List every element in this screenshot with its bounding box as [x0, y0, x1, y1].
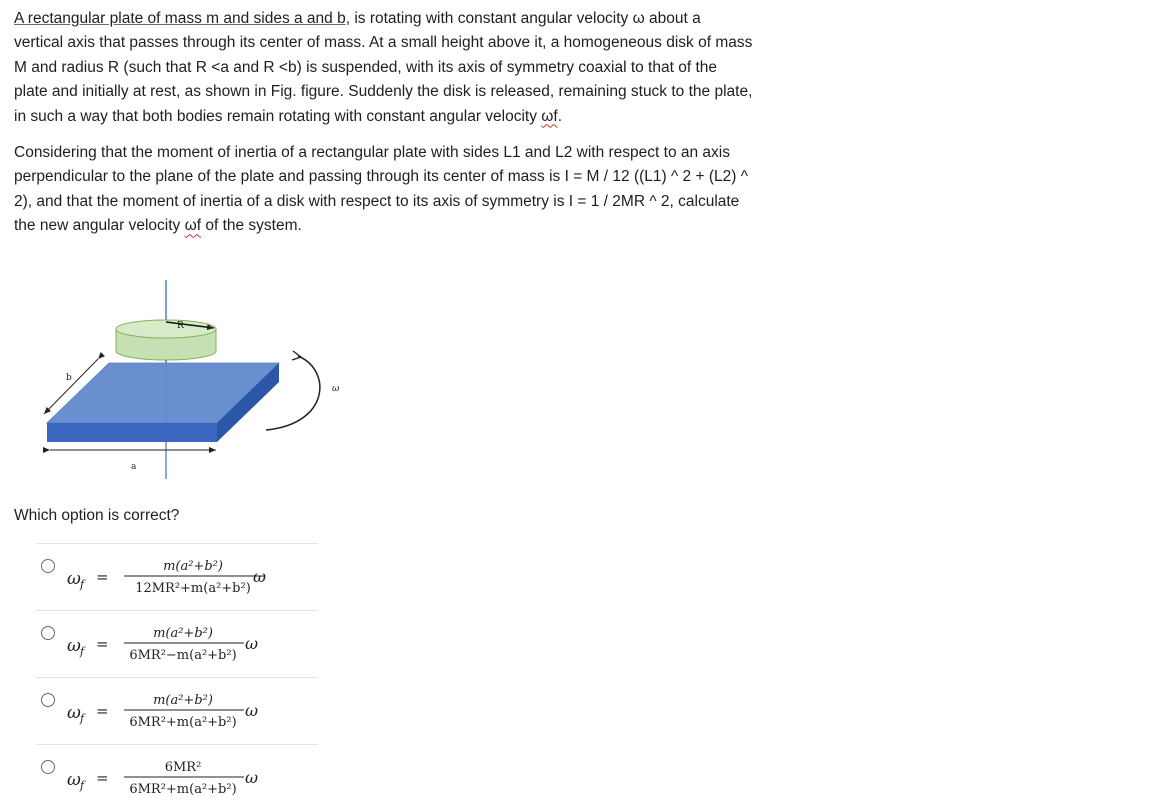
option-4[interactable] [36, 744, 318, 811]
rotation-arrow-head [292, 351, 301, 360]
formula-option-3 [61, 678, 311, 742]
formula-numerator: m(a²+b²) [153, 626, 213, 641]
question-paragraph-2 [14, 141, 754, 239]
question-p1-text: is rotating with constant angular velocity ω about a vertical axis that passes through its center of mass. At a small height above it, a homogeneous disk of mass M and radius R (such that R <a and R <b) is suspended, with its axis of symmetry coaxial to that of the plate and initially at rest, as shown in Fig. figure. Suddenly the disk is released, remaining stuck to the plate, in such a way that both bodies remain rotating with constant angular velocity [14, 10, 753, 125]
formula-numerator: 6MR² [164, 760, 202, 775]
prompt-text: Which option is correct? [14, 507, 180, 524]
formula-lhs: ω [67, 636, 81, 656]
answer-options [36, 543, 318, 811]
formula-option-4 [61, 745, 311, 809]
formula-lhs-sub: f [80, 645, 85, 658]
formula-lhs-sub: f [80, 712, 85, 725]
formula-denominator: 6MR²−m(a²+b²) [129, 648, 237, 663]
omega-f-term: ωf [541, 107, 558, 125]
formula-denominator: 6MR²+m(a²+b²) [129, 782, 237, 797]
omega-f-term: ωf [184, 217, 202, 235]
formula-lhs-sub: f [80, 578, 85, 591]
radio-button-option-2[interactable] [41, 626, 55, 640]
question-highlight: A rectangular plate of mass m and sides a and b, [14, 10, 351, 27]
formula-rhs: ω [245, 634, 259, 653]
formula-equals: = [96, 568, 109, 586]
formula-denominator: 12MR²+m(a²+b²) [135, 581, 251, 596]
formula-rhs: ω [245, 768, 259, 787]
formula-lhs: ω [67, 703, 81, 723]
formula-numerator: m(a²+b²) [163, 559, 223, 574]
formula-lhs-sub: f [80, 779, 85, 792]
label-a: a [131, 462, 137, 472]
formula-equals: = [96, 702, 109, 720]
question-text [14, 7, 754, 239]
question-paragraph-1 [14, 7, 754, 129]
option-2[interactable] [36, 610, 318, 677]
formula-denominator: 6MR²+m(a²+b²) [129, 715, 237, 730]
formula-option-1 [61, 544, 311, 608]
formula-option-2 [61, 611, 311, 675]
formula-equals: = [96, 635, 109, 653]
label-omega: ω [332, 384, 340, 394]
formula-equals: = [96, 769, 109, 787]
question-p2-end: of the system. [201, 217, 302, 235]
question-p1-end: . [557, 107, 563, 125]
formula-lhs: ω [67, 569, 81, 589]
label-b: b [66, 373, 72, 383]
formula-lhs: ω [67, 770, 81, 790]
radio-button-option-3[interactable] [41, 693, 55, 707]
formula-numerator: m(a²+b²) [153, 693, 213, 708]
formula-rhs: ω [245, 701, 259, 720]
label-r: R [177, 321, 184, 331]
option-1[interactable] [36, 543, 318, 610]
option-3[interactable] [36, 677, 318, 744]
radio-button-option-4[interactable] [41, 760, 55, 774]
physics-figure [30, 272, 360, 487]
formula-rhs: ω [253, 567, 267, 586]
radio-button-option-1[interactable] [41, 559, 55, 573]
question-p2-text: Considering that the moment of inertia of a rectangular plate with sides L1 and L2 with respect to an axis perpendicular to the plane of the plate and passing through its center of mass is I = M / 12 ((L1) ^ 2 + (L2) ^ 2), and that the moment of inertia of a disk with respect to its axis of symmetry is I = 1 / 2MR ^ 2, calculate the new angular velocity [14, 144, 748, 235]
